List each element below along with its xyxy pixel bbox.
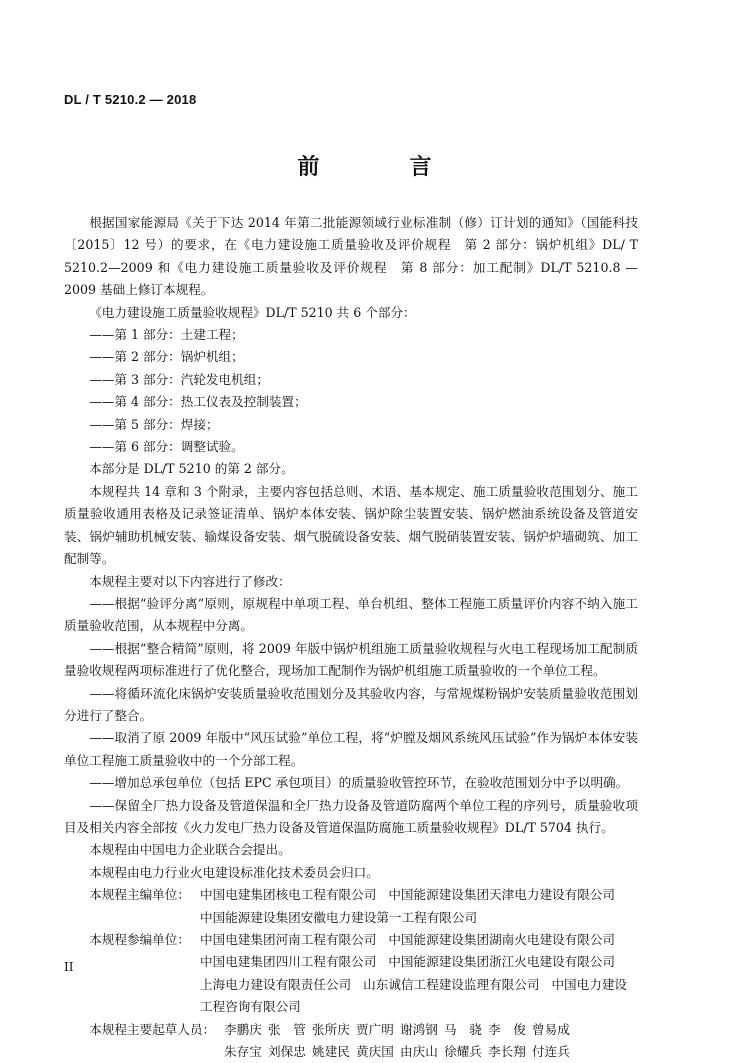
change-item: ——根据“整合精简”原则，将 2009 年版中锅炉机组施工质量验收规程与火电工程现场加工配制质量验收规程两项标准进行了优化整合，现场加工配制作为锅炉机组施工质量验收的一个单位工程。	[64, 640, 638, 679]
participating-editor-unit: 中国能源建设集团浙江火电建设有限公司	[388, 954, 615, 970]
part-item: ——第 5 部分：焊接；	[89, 416, 219, 432]
drafter-name: 刘保忠	[268, 1044, 306, 1060]
part-item: ——第 2 部分：锅炉机组；	[89, 349, 244, 365]
proposer-statement: 本规程由中国电力企业联合会提出。	[89, 842, 291, 858]
drafter-name: 曾易成	[532, 1021, 570, 1037]
change-item: ——取消了原 2009 年版中“风压试验”单位工程，将“炉膛及烟风系统风压试验”作为锅炉本体安装单位工程施工质量验收中的一个分部工程。	[64, 730, 638, 768]
drafter-name: 黄庆国	[356, 1044, 394, 1060]
changes-intro: 本规程主要对以下内容进行了修改：	[89, 573, 291, 589]
drafter-name: 张所庆	[312, 1021, 350, 1037]
chief-editor-units	[64, 884, 638, 929]
participating-editor-units	[64, 929, 638, 1019]
intro-paragraph: 根据国家能源局《关于下达 2014 年第二批能源领域行业标准制（修）订计划的通知》（国能科技〔2015〕12 号）的要求，在《电力建设施工质量验收及评价规程 第 2 部分：锅炉机组》DL/ T 5210.2—2009 和《电力建设施工质量验收及评价规程 第 8 部分：加工配制》DL/T 5210.8 —2009 基础上修订本规程。	[64, 215, 638, 298]
drafter-name: 马 骁	[444, 1021, 482, 1037]
standard-code: DL / T 5210.2 — 2018	[64, 92, 197, 107]
participating-editor-unit: 中国电力建设工程咨询有限公司	[200, 976, 627, 1015]
chief-editor-unit: 中国能源建设集团安徽电力建设第一工程有限公司	[200, 909, 478, 925]
change-item: ——将循环流化床锅炉安装质量验收范围划分及其验收内容，与常规煤粉锅炉安装质量验收范围划分进行了整合。	[64, 685, 638, 723]
participating-editor-unit: 中国能源建设集团湖南火电建设有限公司	[388, 932, 615, 947]
drafters-label: 本规程主要起草人员：	[89, 1021, 216, 1037]
change-item: ——增加总承包单位（包括 EPC 承包项目）的质量验收管控环节，在验收范围划分中予以明确。	[89, 775, 629, 791]
participating-editor-label: 本规程参编单位：	[89, 932, 190, 947]
administrator-statement: 本规程由电力行业火电建设标准化技术委员会归口。	[89, 864, 379, 880]
chief-editor-label: 本规程主编单位：	[89, 887, 190, 903]
drafter-name: 由庆山	[400, 1044, 438, 1060]
drafter-name: 谢鸿钢	[400, 1021, 438, 1037]
drafter-name: 李 俊	[488, 1021, 526, 1037]
drafter-name: 李长翔	[488, 1044, 526, 1060]
drafters-list	[64, 1019, 638, 1063]
page-number: II	[64, 960, 74, 974]
participating-editor-unit: 山东诚信工程建设监理有限公司	[363, 976, 540, 992]
page-title: 前 言	[297, 155, 466, 180]
part-item: ——第 4 部分：热工仪表及控制装置；	[89, 394, 307, 410]
part-item: ——第 3 部分：汽轮发电机组；	[89, 371, 269, 387]
drafter-name: 贾广明	[356, 1021, 394, 1037]
participating-editor-unit: 中国电建集团四川工程有限公司	[200, 954, 377, 970]
change-item: ——保留全厂热力设备及管道保温和全厂热力设备及管道防腐两个单位工程的序列号，质量验收项目及相关内容全部按《火力发电厂热力设备及管道保温防腐施工质量验收规程》DL/T 5704 执行。	[64, 797, 638, 835]
change-item: ——根据“验评分离”原则，原规程中单项工程、单台机组、整体工程施工质量评价内容不纳入施工质量验收范围，从本规程中分离。	[64, 595, 638, 634]
drafter-name: 徐耀兵	[444, 1044, 482, 1060]
part-item: ——第 6 部分：调整试验。	[89, 439, 244, 455]
drafter-name: 付连兵	[532, 1044, 570, 1060]
drafter-name: 朱存宝	[224, 1044, 262, 1060]
chief-editor-unit: 中国能源建设集团天津电力建设有限公司	[388, 887, 615, 903]
chief-editor-unit: 中国电建集团核电工程有限公司	[200, 887, 377, 903]
drafter-name: 张 管	[268, 1021, 306, 1037]
parts-intro: 《电力建设施工质量验收规程》DL/T 5210 共 6 个部分：	[89, 304, 416, 320]
part-item: ——第 1 部分：土建工程；	[89, 327, 244, 343]
content-summary: 本规程共 14 章和 3 个附录，主要内容包括总则、术语、基本规定、施工质量验收范围划分、施工质量验收通用表格及记录签证清单、锅炉本体安装、锅炉除尘装置安装、锅炉燃油系统设备及管道安装、锅炉辅助机械安装、输煤设备安装、烟气脱硫设备安装、烟气脱硝装置安装、锅炉炉墙砌筑、加工配制等。	[64, 483, 638, 567]
part-statement: 本部分是 DL/T 5210 的第 2 部分。	[89, 461, 294, 477]
drafter-name: 姚建民	[312, 1044, 350, 1060]
drafter-name: 李鹏庆	[224, 1021, 262, 1037]
participating-editor-unit: 上海电力建设有限责任公司	[200, 976, 352, 992]
participating-editor-unit: 中国电建集团河南工程有限公司	[200, 932, 377, 947]
preface-body	[64, 212, 638, 1063]
